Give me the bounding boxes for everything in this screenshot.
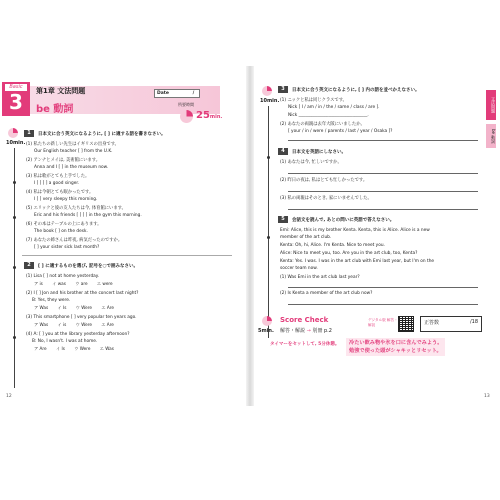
s4-q1: (1) あなたは今, 忙しいですか。 <box>280 160 342 165</box>
basic-label: Basic <box>5 84 27 91</box>
unit-title: be 動詞 <box>36 104 74 115</box>
dialogue-line: member of the art club. <box>280 235 332 240</box>
score-check-title: Score Check <box>280 316 329 324</box>
section-5-instruction: 会話文を読んで, あとの問いに英語で答えなさい。 <box>292 218 395 223</box>
date-label: Date <box>157 91 169 96</box>
score-label: 正答数 <box>424 320 440 326</box>
section-4-instruction: 日本文を英語にしなさい。 <box>292 150 346 155</box>
s1-q7-en[interactable]: [ ] your sister sick last month? <box>34 245 100 250</box>
choice[interactable]: エ Are <box>101 305 114 310</box>
answer-page-ref: 別冊 p.2 <box>312 328 332 334</box>
choice[interactable]: エ Was <box>99 346 114 351</box>
start-time-unit: min. <box>266 98 280 104</box>
choice[interactable]: ウ Were <box>75 322 92 327</box>
s1-q1-en[interactable]: Our English teacher [ ] from the U.K. <box>34 149 113 154</box>
timeline-dot <box>13 266 16 269</box>
choice[interactable]: ア is <box>34 281 43 286</box>
s2-q4-answer: B: No, I wasn't. I was at home. <box>32 339 98 344</box>
s3-q1-words: Nick [ I / am / in / the / same / class / are ]. <box>288 105 380 110</box>
s2-q2: (2) I [ ] Jon and his brother at the concert last night? <box>26 291 139 296</box>
choice[interactable]: イ Is <box>55 346 65 351</box>
score-box[interactable] <box>420 316 482 332</box>
date-slash: / <box>192 91 195 96</box>
section-4-number: 4 <box>278 148 288 155</box>
section-5-number: 5 <box>278 216 288 223</box>
timeline-dot <box>267 236 270 239</box>
s1-q6-en[interactable]: The book [ ] on the desk. <box>34 229 88 234</box>
target-unit: min. <box>209 114 223 120</box>
break-timer-icon <box>262 316 272 326</box>
timer-pie-icon <box>180 110 193 123</box>
s2-q2-answer: B: Yes, they were. <box>32 298 71 303</box>
s2-q1-choices <box>34 281 121 287</box>
s1-q5-jp: (5) エリックと彼の友人たちは今, 体育館にいます。 <box>26 206 126 211</box>
choice[interactable]: ウ Were <box>74 346 91 351</box>
start-time-unit: min. <box>12 140 26 146</box>
break-message <box>346 338 445 356</box>
dialogue-line: soccer team now. <box>280 266 318 271</box>
timer-instruction: タイマーをセットして, 5分休憩。 <box>270 342 340 347</box>
s4-q3: (3) 私の両親はそのとき, 家にいませんでした。 <box>280 196 372 201</box>
s5-q2: (2) Is Kenta a member of the art club now? <box>280 291 373 296</box>
s2-q1: (1) Lisa [ ] not at home yesterday. <box>26 274 100 279</box>
timeline-dot <box>13 336 16 339</box>
choice[interactable]: ウ Were <box>75 305 92 310</box>
choice[interactable]: ア Was <box>34 305 49 310</box>
s3-q1-jp: (1) ニックと私は同じクラスです。 <box>280 98 347 103</box>
s1-q3-en[interactable]: I [ ] [ ] a good singer. <box>34 181 80 186</box>
arrow-right-icon: → <box>306 328 311 334</box>
section-3-instruction: 日本文に合う英文になるように, [ ] 内の語を並べかえなさい。 <box>292 88 420 93</box>
choice[interactable]: イ is <box>57 322 67 327</box>
s3-q2-words: [ your / in / were / parents / last / year / Osaka ]? <box>288 129 393 134</box>
s1-q7-jp: (7) あなたの姉さんは昨夜, 病気だったのですか。 <box>26 238 123 243</box>
break-message-line1: 冷たい飲み物や氷を口に含んでみよう。 <box>349 340 443 346</box>
s4-q2: (2) 昨日の夜は, 私はとても忙しかったです。 <box>280 178 368 183</box>
start-time <box>6 140 25 146</box>
section-1-number: 1 <box>24 130 34 137</box>
s1-q6-jp: (6) その本はテーブルの上にあります。 <box>26 222 102 227</box>
dialogue-line: Emi: Alice, this is my brother Kenta. Kenta, this is Alice. Alice is a new <box>280 228 430 233</box>
book-gutter <box>246 66 254 406</box>
s2-q4-choices <box>34 346 122 352</box>
s2-q4: (4) A: [ ] you at the library yesterday afternoon? <box>26 332 130 337</box>
target-minutes: 25 <box>196 110 210 121</box>
section-2-instruction: [ ] に適するものを選び, 記号を○で囲みなさい。 <box>38 264 138 269</box>
s1-q4-en[interactable]: I [ ] very sleepy this morning. <box>34 197 98 202</box>
section-1-instruction: 日本文に合う英文になるように, [ ] に適する語を書きなさい。 <box>38 132 166 137</box>
s3-q1-answer[interactable]: Nick ________________________________. <box>288 113 369 118</box>
break-time-number: 5 <box>258 328 262 334</box>
choice[interactable]: エ Are <box>101 322 114 327</box>
choice[interactable]: イ was <box>52 281 66 286</box>
s5-q1: (1) Was Emi in the art club last year? <box>280 275 360 280</box>
side-tab-grammar: 文法問題 <box>486 90 496 120</box>
timeline-dot <box>13 181 16 184</box>
score-check-link[interactable] <box>280 327 332 334</box>
chapter-title: 第1章 文法問題 <box>36 87 86 95</box>
break-time <box>258 328 274 334</box>
target-time <box>196 110 222 121</box>
left-page <box>2 66 244 406</box>
start-timer-icon <box>8 128 18 138</box>
s1-q2-en[interactable]: Anna and I [ ] in the museum now. <box>34 165 109 170</box>
page-number: 12 <box>6 394 12 399</box>
s1-q1-jp: (1) 私たちの新しい先生はイギリスの出身です。 <box>26 142 119 147</box>
choice[interactable]: イ Is <box>57 305 67 310</box>
right-page <box>256 66 498 406</box>
start-timer-icon <box>262 86 272 96</box>
answer-line[interactable] <box>288 140 478 141</box>
s1-q2-jp: (2) アンナとメイは, 美術館にいます。 <box>26 158 101 163</box>
timeline-line <box>268 106 269 338</box>
section-3-number: 3 <box>278 86 288 93</box>
choice[interactable]: ア Are <box>34 346 47 351</box>
s1-q5-en[interactable]: Eric and his friends [ ] [ ] in the gym this morning. <box>34 213 142 218</box>
dialogue-line: Kenta: Yes. I was. I was in the art club with Emi last year, but I'm on the <box>280 259 435 264</box>
choice[interactable]: ア Was <box>34 322 49 327</box>
side-tab-be-verb: be 動詞 <box>486 124 496 148</box>
answer-line[interactable] <box>288 304 478 305</box>
page-number: 13 <box>484 394 490 399</box>
target-time-label: 所要時間 <box>178 102 194 107</box>
answer-link-text: 解答・解説 <box>280 328 306 334</box>
s2-q2-choices <box>34 305 122 311</box>
s1-q3-jp: (3) 私は歌がとても上手でした。 <box>26 174 90 179</box>
timeline-dot <box>267 156 270 159</box>
start-time <box>260 98 279 104</box>
answer-line[interactable] <box>288 287 478 288</box>
s2-q3-choices <box>34 322 122 328</box>
start-time-number: 10 <box>6 140 13 146</box>
lesson-number-box <box>2 82 30 116</box>
start-time-number: 10 <box>260 98 267 104</box>
lesson-number: 3 <box>9 90 23 114</box>
date-field[interactable] <box>154 89 200 98</box>
choice[interactable]: ウ are <box>75 281 88 286</box>
choice[interactable]: エ were <box>96 281 113 286</box>
section-divider <box>22 255 232 256</box>
s3-q2-jp: (2) あなたの両親は去年大阪にいましたか。 <box>280 122 365 127</box>
score-total: /18 <box>469 319 478 325</box>
dialogue-line: Alice: Nice to meet you, too. Are you in the art club, too, Kenta? <box>280 251 418 256</box>
timeline-dot <box>13 216 16 219</box>
qr-code-icon[interactable] <box>398 316 414 332</box>
section-2-number: 2 <box>24 262 34 269</box>
answer-line[interactable] <box>288 209 478 210</box>
break-time-unit: min. <box>261 328 274 334</box>
s2-q3: (3) This smartphone [ ] very popular ten years ago. <box>26 315 137 320</box>
answer-line[interactable] <box>288 191 478 192</box>
s1-q4-jp: (4) 私は今朝とても眠かったです。 <box>26 190 94 195</box>
dialogue-line: Kenta: Oh, hi, Alice. I'm Kenta. Nice to meet you. <box>280 243 385 248</box>
break-message-line2: 勉強で使った頭がシャキッとリセット。 <box>349 348 442 354</box>
qr-label: デジタル版 解答・解説 <box>368 318 398 327</box>
answer-line[interactable] <box>288 173 478 174</box>
